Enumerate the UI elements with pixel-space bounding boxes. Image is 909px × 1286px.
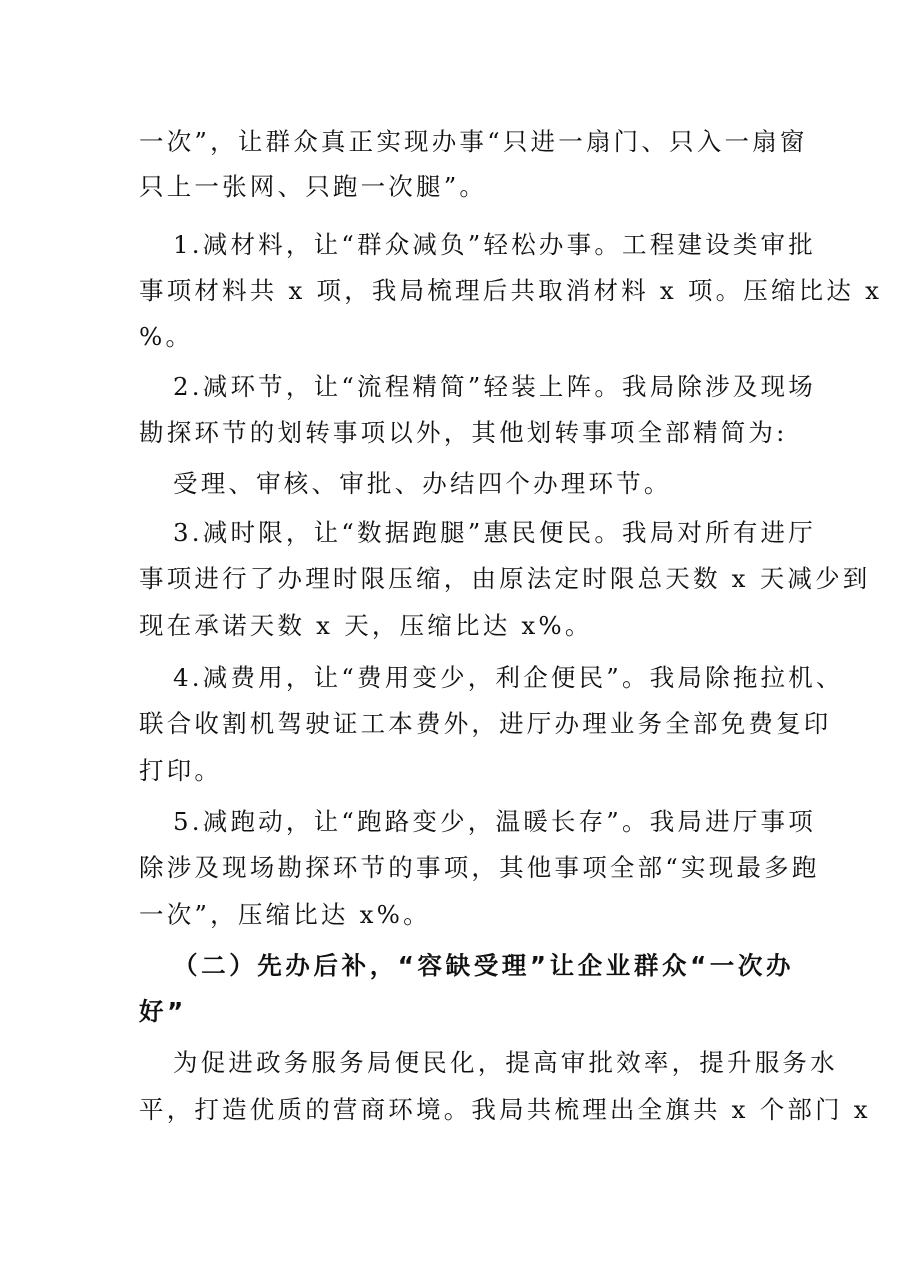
text-line: %。 — [139, 322, 194, 351]
text-line: 事项材料共 x 项，我局梳理后共取消材料 x 项。压缩比达 x — [139, 276, 883, 305]
text-line: 4.减费用，让“费用变少，利企便民”。我局除拖拉机、 — [173, 663, 844, 692]
section-heading: 好” — [139, 997, 187, 1026]
text-line: 受理、审核、审批、办结四个办理环节。 — [173, 469, 672, 498]
text-line: 联合收割机驾驶证工本费外，进厅办理业务全部免费复印 — [139, 709, 832, 738]
text-line: 勘探环节的划转事项以外，其他划转事项全部精简为: — [139, 418, 788, 447]
text-line: 为促进政务服务局便民化，提高审批效率，提升服务水 — [173, 1048, 838, 1077]
text-line: 3.减时限，让“数据跑腿”惠民便民。我局对所有进厅 — [173, 518, 816, 547]
text-line: 一次”，让群众真正实现办事“只进一扇门、只入一扇窗 — [139, 127, 808, 156]
text-line: 1.减材料，让“群众减负”轻松办事。工程建设类审批 — [173, 230, 816, 259]
text-line: 5.减跑动，让“跑路变少，温暖长存”。我局进厅事项 — [173, 807, 816, 836]
text-line: 2.减环节，让“流程精简”轻装上阵。我局除涉及现场 — [173, 372, 816, 401]
text-line: 一次”，压缩比达 x%。 — [139, 900, 431, 929]
section-heading: （二）先办后补，“容缺受理”让企业群众“一次办 — [173, 951, 795, 980]
text-line: 现在承诺天数 x 天，压缩比达 x%。 — [139, 611, 593, 640]
text-line: 平，打造优质的营商环境。我局共梳理出全旗共 x 个部门 x — [139, 1095, 871, 1124]
text-line: 只上一张网、只跑一次腿”。 — [139, 172, 488, 201]
text-line: 打印。 — [139, 756, 223, 785]
text-line: 除涉及现场勘探环节的事项，其他事项全部“实现最多跑 — [139, 853, 820, 882]
text-line: 事项进行了办理时限压缩，由原法定时限总天数 x 天减少到 — [139, 564, 871, 593]
